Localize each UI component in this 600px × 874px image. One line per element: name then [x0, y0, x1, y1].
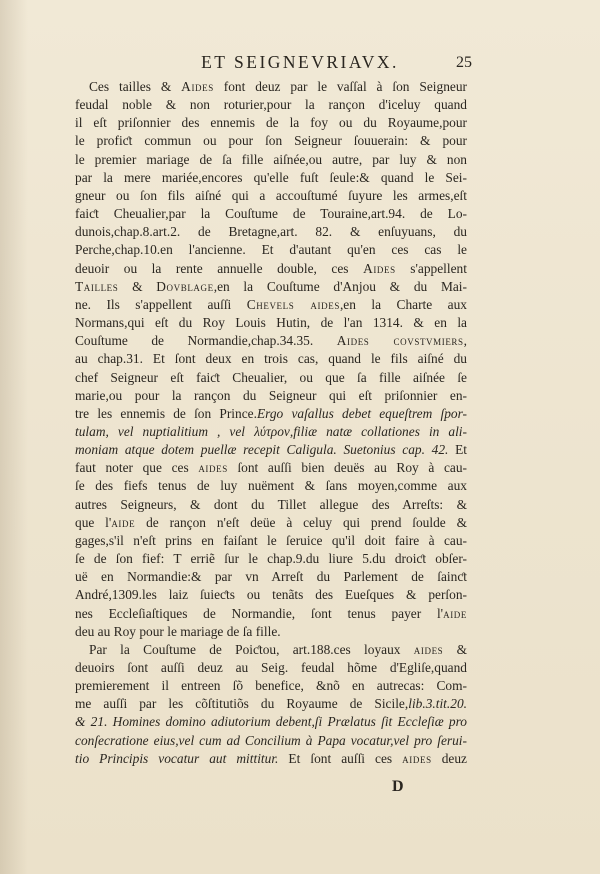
text-line: gneur ou ſon fils aiſné qui a accouſtumé ſuyure les armes,eſt: [75, 187, 467, 203]
text-line: nes Eccleſiaſtiques de Normandie, ſont tenus payer l'aide: [75, 605, 467, 621]
text-line: uë en Normandie:& par vn Arreſt du Parlement de ſainƈt: [75, 569, 467, 585]
text-line: le profiƈt commun ou pour ſon Seigneur ſouuerain: & pour: [75, 133, 467, 149]
text-line: Couſtume de Normandie,chap.34.35. Aides covstvmiers,: [75, 333, 468, 349]
text-line: Par la Couſtume de Poiƈtou, art.188.ces loyaux aides &: [89, 641, 467, 657]
text-line: il eſt priſonnier des ennemis de la foy ou du Royaume,pour: [75, 115, 467, 131]
text-line: André,1309.les laiz ſuieƈts ou tenãts des Eueſques & perſon-: [75, 587, 467, 603]
text-line: & 21. Homines domino adiutorium debent,ſi Prælatus ſit Eccleſiæ pro: [75, 714, 467, 730]
paragraph-1: [75, 78, 467, 641]
text-line: tre les ennemis de ſon Prince.Ergo vaſallus debet equeſtrem ſpor-: [75, 405, 468, 421]
text-line: chef Seigneur eſt faiƈt Cheualier, ou que ſa fille aiſnée ſe: [75, 369, 467, 385]
text-line: deu au Roy pour le mariage de ſa fille.: [75, 623, 281, 639]
page-number: 25: [456, 54, 472, 71]
text-line: tio Principis vocatur aut mittitur. Et ſont auſſi ces aides deuz: [75, 750, 467, 766]
text-line: dunois,chap.8.art.2. de Bretagne,art. 82. & enſuyuans, du: [75, 224, 467, 240]
text-line: moniam atque dotem puellæ recepit Caligula. Suetonius cap. 42. Et: [75, 442, 467, 458]
text-line: me auſſi par les cõſtitutiõs du Royaume de Sicile,lib.3.tit.20.: [75, 696, 467, 712]
text-line: tulam, vel nuptialitium , vel λύτρον,filiæ natæ collationes in ali-: [75, 423, 467, 439]
text-line: Normans,qui eſt du Roy Louis Hutin, de l'an 1314. & en la: [75, 315, 467, 331]
text-line: que l'aide de rançon n'eſt deüe à celuy qui prend ſoulde &: [75, 514, 467, 530]
page-header: [0, 52, 600, 78]
text-line: Tailles & Dovblage,en la Couſtume d'Anjou & du Mai-: [75, 278, 467, 294]
text-line: faut noter que ces aides ſont auſſi bien deuës au Roy à cau-: [75, 460, 468, 476]
text-line: ne. Ils s'appellent auſſi Chevels aides,en la Charte aux: [75, 296, 467, 312]
text-line: deuoir ou la rente annuelle double, ces Aides s'appellent: [75, 260, 467, 276]
text-line: gages,s'il n'eſt prins en faiſant le ſeruice qu'il doit faire à cau-: [75, 532, 467, 548]
text-line: deuoirs ſont auſſi deuz au Seig. feudal hõme d'Egliſe,quand: [75, 660, 467, 675]
text-line: ſe de ſon fief: T erriẽ ſur le chap.9.du liure 5.du droiƈt obſer-: [75, 551, 467, 567]
text-line: marie,ou pour la rançon du Seigneur qui eſt priſonnier en-: [75, 387, 467, 403]
text-line: ſe des fiefs tenus de luy nuëment & ſans moyen,comme aux: [75, 478, 467, 494]
running-head: ET SEIGNEVRIAVX.: [201, 52, 399, 72]
text-line: au chap.31. Et ſont deux en trois cas, quand le fils aiſné du: [75, 351, 467, 367]
text-line: autres Seigneurs, & dont du Tillet allegue des Arreſts: &: [75, 496, 467, 512]
text-line: Ces tailles & Aides font deuz par le vaſſal à ſon Seigneur: [89, 79, 467, 94]
body-text: [75, 78, 467, 768]
text-line: faiƈt Cheualier,par la Couſtume de Touraine,art.94. de Lo-: [75, 206, 467, 222]
text-line: Perche,chap.10.en l'ancienne. Et d'autant qu'en ces cas le: [75, 242, 467, 258]
signature-mark: D: [392, 778, 404, 795]
paragraph-2: [75, 641, 467, 768]
text-line: feudal noble & non roturier,pour la rançon d'iceluy quand: [75, 97, 467, 113]
text-line: par la mere mariée,encores qu'elle fuſt ſeule:& quand le Sei-: [75, 169, 467, 185]
text-line: le premier mariage de ſa fille aiſnée,ou autre, par luy & non: [75, 151, 467, 167]
text-line: premierement il entreen ſõ benefice, &nõ en autrecas: Com-: [75, 678, 467, 694]
text-line: conſecratione eius,vel cum ad Concilium à Papa vocatur,vel pro ſerui-: [75, 732, 467, 748]
